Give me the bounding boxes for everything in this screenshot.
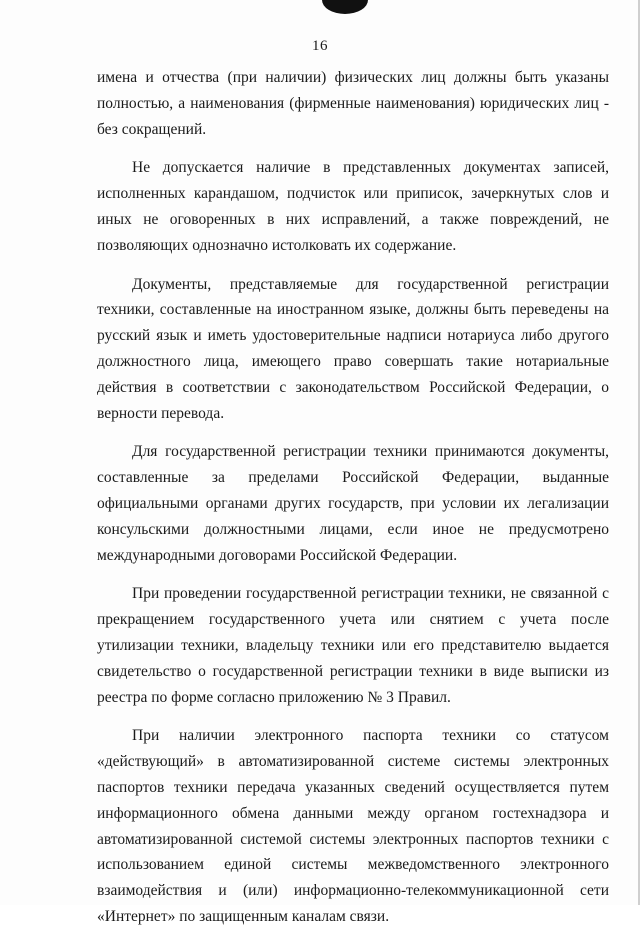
paragraph-registration-certificate: При проведении государственной регистрации техники, не связанной с прекращением государственного учета или снятием с учета после утилизации техники, владельцу техники или его представителю выдается свидетельство о государственной регистрации техники в виде выписки из реестра по форме согласно приложению № 3 Правил. [97, 585, 609, 706]
paragraph-continued: имена и отчества (при наличии) физических лиц должны быть указаны полностью, а наименования (фирменные наименования) юридических лиц - без сокращений. [97, 69, 609, 138]
paragraph-electronic-passport: При наличии электронного паспорта техники со статусом «действующий» в автоматизированной системе системы электронных паспортов техники передача указанных сведений осуществляется путем информационного обмена данными между органом гостехнадзора и автоматизированной системой системы электронных паспортов техники с использованием единой системы межведомственного электронного взаимодействия и (или) информационно-телекоммуникационной сети «Интернет» по защищенным каналам связи. [97, 727, 609, 925]
paragraph-foreign-issued-documents: Для государственной регистрации техники принимаются документы, составленные за пределами Российской Федерации, выданные официальными органами других государств, при условии их легализации консульскими должностными лицами, если иное не предусмотрено международными договорами Российской Федерации. [97, 443, 609, 564]
document-body [97, 65, 609, 943]
scan-binding-mark [322, 0, 368, 14]
page-number: 16 [312, 38, 328, 54]
paragraph-foreign-language-documents: Документы, представляемые для государственной регистрации техники, составленные на иностранном языке, должны быть переведены на русский язык и иметь удостоверительные надписи нотариуса либо другого должностного лица, имеющего право совершать такие нотариальные действия в соответствии с законодательством Российской Федерации, о верности перевода. [97, 275, 609, 422]
paragraph-no-pencil-records: Не допускается наличие в представленных документах записей, исполненных карандашом, подчисток или приписок, зачеркнутых слов и иных не оговоренных в них исправлений, а также повреждений, не позволяющих однозначно истолковать их содержание. [97, 159, 609, 254]
